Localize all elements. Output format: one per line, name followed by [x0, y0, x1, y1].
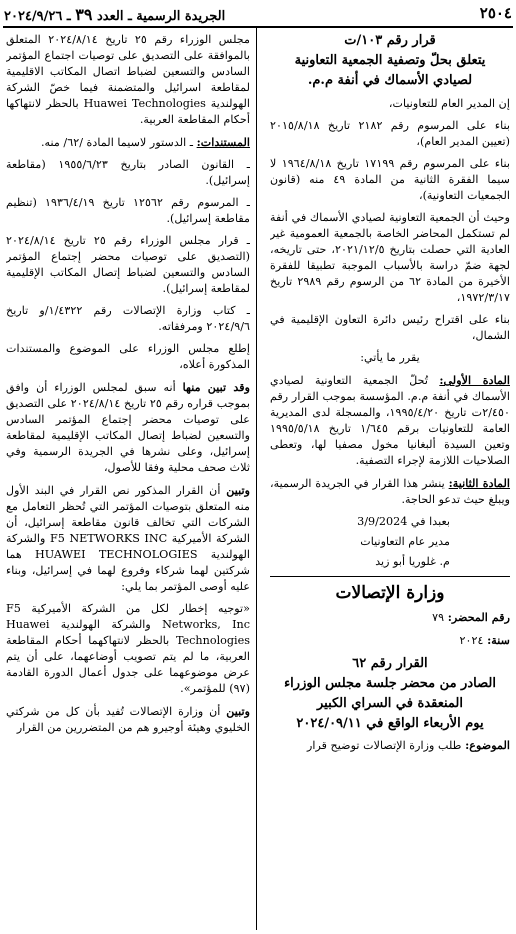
left-column: [6, 32, 250, 742]
paragraph: [6, 703, 250, 736]
header-rule: [3, 26, 513, 28]
signature-name: م. غلوريا أبو زيد: [375, 555, 450, 568]
article-text: ينشر هذا القرار في الجريدة الرسمية، ويبلغ حيث تدعو الحاجة.: [270, 477, 510, 506]
paragraph: إن المدير العام للتعاونيات،: [388, 97, 510, 110]
signature-role: مدير عام التعاونيات: [360, 535, 450, 548]
record-value: ٧٩: [432, 611, 445, 624]
paragraph: ـ المرسوم رقم ١٢٥٦٢ تاريخ ١٩٣٦/٤/١٩ (تنظيم مقاطعة إسرائيل).: [6, 196, 250, 225]
signature-date: بعبدا في 3/9/2024: [357, 515, 450, 528]
page-header: [4, 4, 512, 26]
year-value: ٢٠٢٤: [459, 634, 484, 647]
paragraph-lead: وتبين: [226, 704, 250, 718]
documents-text: ـ الدستور لاسيما المادة /٦٢/ منه.: [40, 136, 197, 149]
page-number: ٢٥٠٤: [479, 4, 512, 22]
paragraph: وحيث أن الجمعية التعاونية لصيادي الأسماك في أنفة لم تستكمل المحاضر الخاصة بالجمعية العمومية غير العادية التي حصلت بتاريخ ٢٠٢١/١٢/٥، حتى تاريخه، لجهة ضمّ دراسة بالأسباب الموجبة تطبيقا للفقرة الأخيرة من المادة ٦٢ من الرسوم رقم ٢٩٨٩ تاريخ ١٩٧٢/٣/١٧،: [270, 211, 510, 304]
section-divider: [270, 576, 510, 577]
paragraph: [6, 482, 250, 595]
article-text: تُحلّ الجمعية التعاونية لصيادي الأسماك في أنفة م.م. المؤسسة بموجب القرار رقم ٢/٤٥٠ت تاريخ ١٩٩٥/٤/٢٠، والمسجلة لدى المديرية العامة للتعاونيات برقم ١/٦٤٥ تاريخ ١٩٩٥/٥/١٨ وتعين السيدة ألبغانيا مخول مصفيا لها، وتعطى الصلاحيات اللازمة لإجراء التصفية.: [270, 374, 510, 467]
subject-label: الموضوع:: [465, 738, 510, 752]
documents-label: المستندات:: [196, 135, 250, 149]
right-column: [270, 32, 510, 760]
paragraph-text: أن وزارة الإتصالات تُفيد بأن كل من شركتي الخليوي وهيئة أوجيرو هم من المتضررين من القرار: [6, 705, 250, 734]
decision-title: قرار رقم ١٠٣/ت: [344, 33, 436, 48]
paragraph: بناء على اقتراح رئيس دائرة التعاون الإقليمية في الشمال،: [270, 313, 510, 342]
paragraph: ـ قرار مجلس الوزراء رقم ٢٥ تاريخ ٢٠٢٤/٨/١٤ (التصديق على توصيات محضر إجتماع المؤتمر السادس والتسعين لضباط إتصال المكاتب الإقليمية لمقاطعة إسرائيل).: [6, 234, 250, 295]
paragraph-lead: وقد تبين منها: [182, 380, 250, 394]
decides-heading: يقرر ما يأتي:: [360, 351, 420, 364]
paragraph: مجلس الوزراء رقم ٢٥ تاريخ ٢٠٢٤/٨/١٤ المتعلق بالموافقة على التصديق على توصيات اجتماع المؤتمر السادس والتسعين لضباط اتصال المكاتب الاقليمية لمقاطعة اسرائيل والمتضمنة فيما خصّ الشركة الهولندية Huawei Technologies بالحظر لانتهاكها أحكام المقاطعة العربية.: [6, 33, 250, 126]
issue-date: ـ ٢٠٢٤/٩/٢٦: [4, 9, 71, 24]
paragraph: ـ كتاب وزارة الإتصالات رقم ١/٤٣٢٢/و تاريخ ٢٠٢٤/٩/٦ ومرفقاته.: [6, 304, 250, 333]
decision-subtitle: المنعقدة في السراي الكبير: [316, 696, 464, 711]
decision-subtitle: لصيادي الأسماك في أنفة م.م.: [307, 73, 473, 88]
year-line: [270, 632, 510, 649]
ministry-heading: وزارة الإتصالات: [335, 583, 445, 603]
decision-subtitle: يوم الأربعاء الواقع في ٢٠٢٤/٠٩/١١: [296, 716, 484, 731]
article-label: المادة الأولى:: [439, 373, 510, 387]
decision-title: القرار رقم ٦٢: [352, 656, 428, 671]
article-2: [270, 475, 510, 508]
documents-line: [6, 134, 250, 151]
publication-name: الجريدة الرسمية ـ العدد: [96, 9, 226, 24]
article-1: [270, 372, 510, 469]
paragraph: بناء على المرسوم رقم ١٧١٩٩ تاريخ ١٩٦٤/٨/١٨ لا سيما الفقرة الثانية من المادة ٤٩ منه (قانون الجمعيات التعاونية)،: [270, 157, 510, 202]
quoted-recommendation: «توجيه إخطار لكل من الشركة الأميركية F5 Networks, Inc والشركة الهولندية Huawei Technologies بالحظر لانتهاكهما أحكام المقاطعة العربية، ما لم يتم تصويب أوضاعهما، على أن يتم عرض موضوعهما على جدول أعمال الدورة القادمة (٩٧) للمؤتمر».: [6, 602, 250, 695]
record-number: [270, 609, 510, 626]
paragraph: إطلع مجلس الوزراء على الموضوع والمستندات المذكورة أعلاه،: [6, 342, 250, 371]
issue-number: ٣٩: [75, 5, 93, 24]
record-label: رقم المحضر:: [447, 610, 510, 624]
subject-line: [270, 737, 510, 754]
decision-subtitle: يتعلق بحلّ وتصفية الجمعية التعاونية: [294, 53, 486, 68]
paragraph-lead: وتبين: [226, 483, 250, 497]
issue-info: [4, 5, 225, 24]
paragraph: [6, 379, 250, 476]
column-divider: [256, 28, 257, 930]
paragraph: بناء على المرسوم رقم ٢١٨٢ تاريخ ٢٠١٥/٨/١٨ (تعيين المدير العام)،: [270, 119, 510, 148]
article-label: المادة الثانية:: [448, 476, 510, 490]
paragraph-text: أن القرار المذكور نص القرار في البند الأول منه المتعلق بتوصيات المؤتمر التي تُحظر التعامل مع الشركات التي تخالف قانون مقاطعة إسرائيل، أن الشركة الأميركية F5 NETWORKS INC والشركة الهولندية HUAWEI TECHNOLOGIES هما شركتين لهما شركاء وفروع لهما في إسرائيل، وبناء عليه أوصى المؤتمر بما يلي:: [6, 484, 250, 593]
paragraph-text: أنه سبق لمجلس الوزراء أن وافق بموجب قراره رقم ٢٥ تاريخ ٢٠٢٤/٨/١٤ على التصديق على توصيات محضر إجتماع المؤتمر السادس والتسعين لضباط إتصال المكاتب الإقليمية لمقاطعة إسرائيل، وعلى نشرها في الجريدة الرسمية وفي ثلاث صحف محلية وفقا للأصول،: [6, 381, 250, 474]
subject-text: طلب وزارة الإتصالات توضيح قرار: [306, 739, 466, 752]
decision-subtitle: الصادر من محضر جلسة مجلس الوزراء: [284, 676, 496, 691]
paragraph: ـ القانون الصادر بتاريخ ١٩٥٥/٦/٢٣ (مقاطعة إسرائيل).: [6, 158, 250, 187]
year-label: سنة:: [487, 633, 510, 647]
